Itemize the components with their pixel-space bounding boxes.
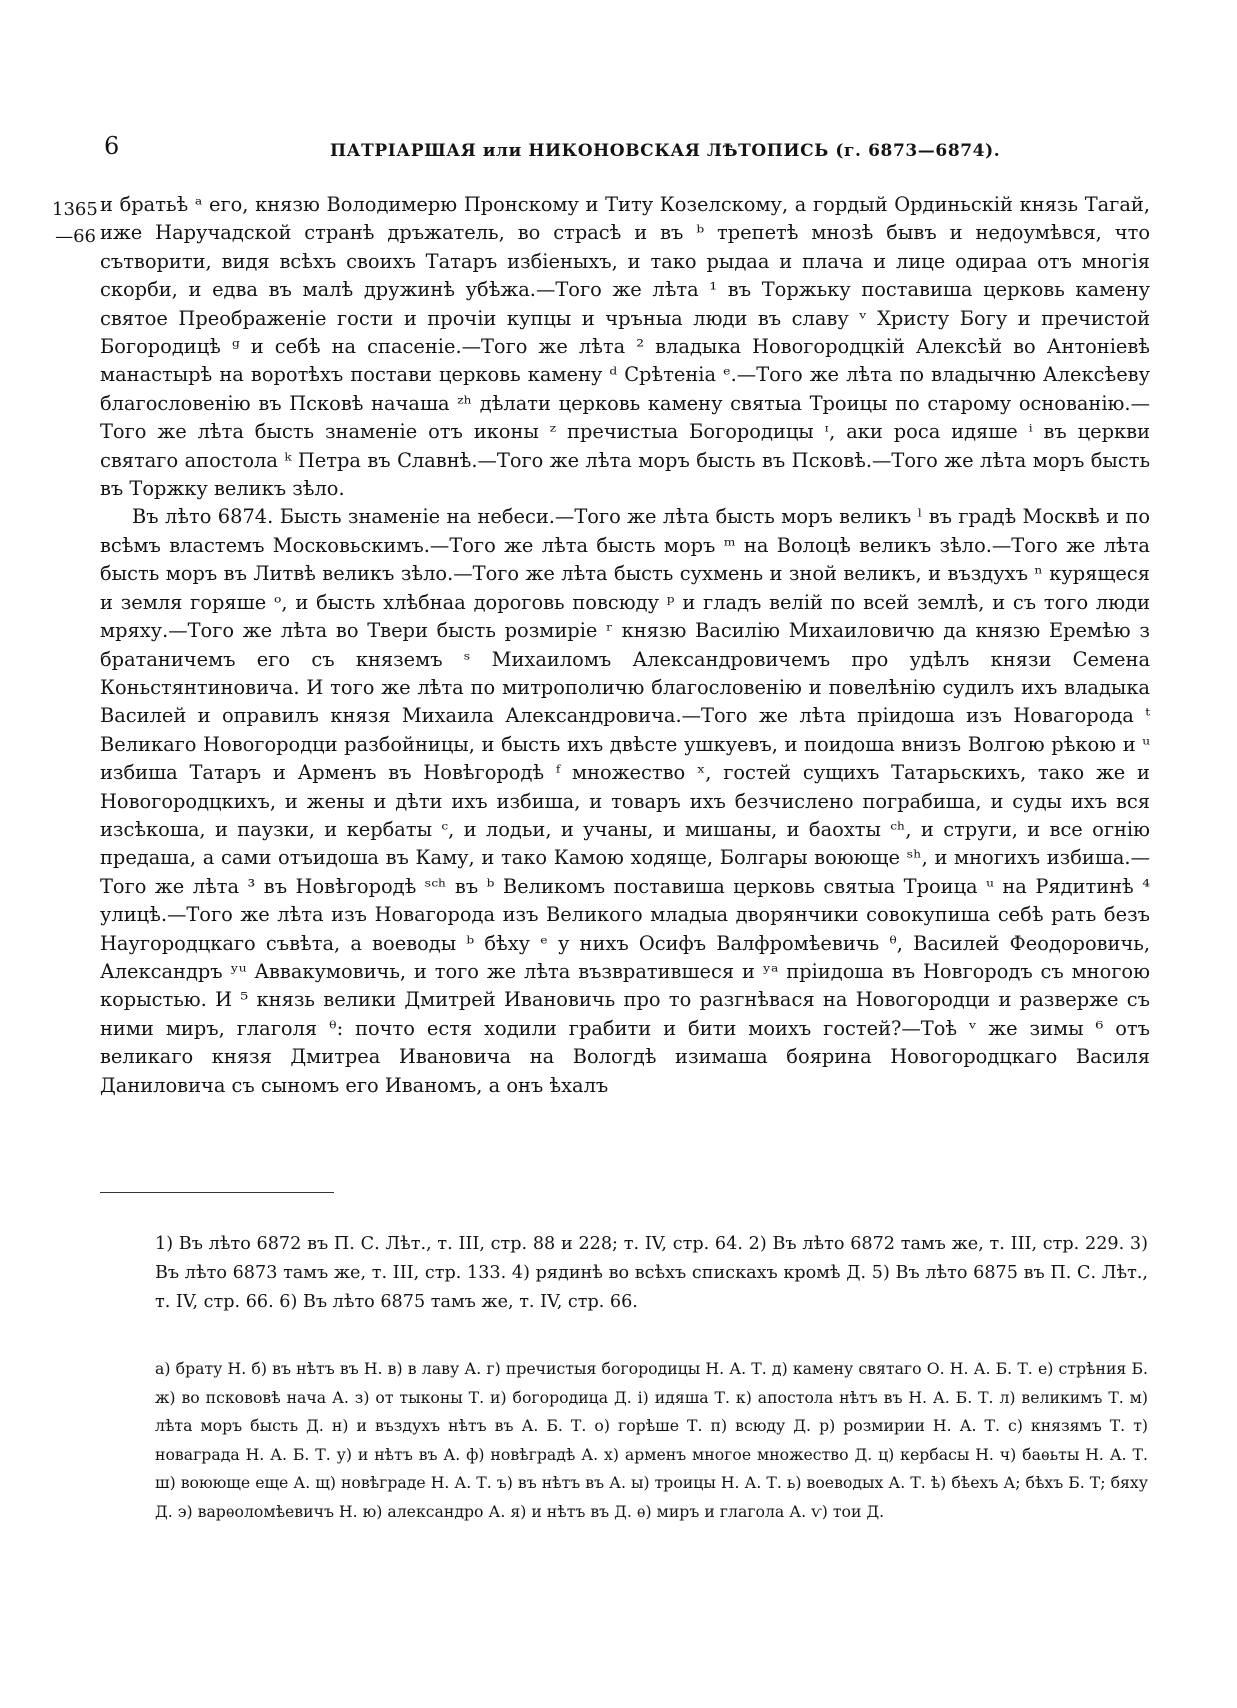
margin-year-range [52,196,96,250]
variant-readings [155,1355,1148,1527]
main-text [100,191,1150,1100]
variant-readings-text: а) брату Н. б) въ нѣтъ въ Н. в) в лаву А. г) пречистыя богородицы Н. А. Т. д) камену святаго О. Н. А. Б. Т. е) стрѣния Б. ж) во пскововѣ нача А. з) от тыконы Т. и) богородица Д. і) идяша Т. к) апостола нѣтъ въ Н. А. Б. Т. л) великимъ Т. м) лѣта моръ бысть Д. н) и въздухъ нѣтъ въ А. Б. Т. о) горѣше Т. п) всюду Д. р) розмирии Н. А. Т. с) князямъ Т. т) новаграда Н. А. Б. Т. у) и нѣтъ въ А. ф) новѣградѣ А. х) арменъ многое множество Д. ц) кербасы Н. ч) баѳьты Н. А. Т. ш) воююще еще А. щ) новѣграде Н. А. Т. ъ) въ нѣтъ въ А. ы) троицы Н. А. Т. ь) воеводых А. Т. ѣ) бѣехъ А; бѣхъ Б. Т; бяху Д. э) варѳоломѣевичъ Н. ю) александро А. я) и нѣтъ въ Д. ѳ) миръ и глагола А. ѵ) тои Д. [155,1359,1148,1521]
margin-year-bottom: —66 [55,226,96,247]
paragraph-2: Въ лѣто 6874. Бысть знаменіе на небеси.—Того же лѣта бысть моръ великъ ˡ въ градѣ Москвѣ и по всѣмъ властемъ Московьскимъ.—Того же лѣта бысть моръ ᵐ на Волоцѣ великъ зѣло.—Того же лѣта бысть моръ въ Литвѣ великъ зѣло.—Того же лѣта бысть сухмень и зной великъ, и въздухъ ⁿ курящеся и земля горяше ᵒ, и бысть хлѣбнаа дороговь повсюду ᵖ и гладъ велій по всей землѣ, и съ того люди мряху.—Того же лѣта во Твери бысть розмиріе ʳ князю Василію Михаиловичю да князю Еремѣю з братаничемъ его съ княземъ ˢ Михаиломъ Александровичемъ про удѣлъ князи Семена Коньстянтиновича. И того же лѣта по митрополичю благословенію и повелѣнію судилъ ихъ владыка Василей и оправилъ князя Михаила Александровича.—Того же лѣта пріидоша изъ Новагорода ᵗ Великаго Новогородци разбойницы, и бысть ихъ двѣсте ушкуевъ, и поидоша внизъ Волгою рѣкою и ᵘ избиша Татаръ и Арменъ въ Новѣгородѣ ᶠ множество ˣ, гостей сущихъ Татарьскихъ, тако же и Новогородцкихъ, и жены и дѣти ихъ избиша, и товаръ ихъ безчислено пограбиша, и суды ихъ вся изсѣкоша, и паузки, и кербаты ᶜ, и лодьи, и учаны, и мишаны, и баохты ᶜʰ, и струги, и все огнію предаша, а сами отъидоша въ Каму, и тако Камою ходяще, Болгары воююще ˢʰ, и многихъ избиша.—Того же лѣта ³ въ Новѣгородѣ ˢᶜʰ въ ᵇ Великомъ поставиша церковь святыа Троица ᵘ на Рядитинѣ ⁴ улицѣ.—Того же лѣта изъ Новагорода изъ Великого младыа дворянчики совокупиша себѣ рать безъ Наугородцкаго съвѣта, а воеводы ᵇ бѣху ᵉ у нихъ Осифъ Валфромѣевичь ᶿ, Василей Феодоровичь, Александръ ʸᵘ Аввакумовичь, и того же лѣта възвратившеся и ʸᵃ пріидоша въ Новгородъ съ многою корыстью. И ⁵ князь велики Дмитрей Ивановичь про то разгнѣвася на Новогородци и разверже съ ними миръ, глаголя ᶿ: почто естя ходили грабити и бити моихъ гостей?—Тоѣ ᵛ же зимы ⁶ отъ великаго князя Дмитреа Ивановича на Вологдѣ изимаша боярина Новогородцкаго Василя Даниловича съ сыномъ его Иваномъ, а онъ ѣхалъ [100,505,1150,1097]
margin-year-top: 1365 [52,199,98,220]
paragraph-1: и братьѣ ᵃ его, князю Володимерю Пронскому и Титу Козелскому, а гордый Ординьскій князь Тагай, иже Наручадской странѣ дръжатель, во страсѣ и въ ᵇ трепетѣ мнозѣ бывъ и недоумѣвся, что сътворити, видя всѣхъ своихъ Татаръ избіеныхъ, и тако рыдаа и плача и лице одираа отъ многія скорби, и едва въ малѣ дружинѣ убѣжа.—Того же лѣта ¹ въ Торжьку поставиша церковь камену святое Преображеніе гости и прочіи купцы и чръныа люди въ славу ᵛ Христу Богу и пречистой Богородицѣ ᵍ и себѣ на спасеніе.—Того же лѣта ² владыка Новогородцкій Алексѣй во Антоніевѣ манастырѣ на воротѣхъ постави церковь камену ᵈ Срѣтеніа ᵉ.—Того же лѣта по владычню Алексѣеву благословенію въ Псковѣ начаша ᶻʰ дѣлати церковь камену святыа Троицы по старому основанію.—Того же лѣта бысть знаменіе отъ иконы ᶻ пречистыа Богородицы ᶦ, аки роса идяше ⁱ въ церкви святаго апостола ᵏ Петра въ Славнѣ.—Того же лѣта моръ бысть въ Псковѣ.—Того же лѣта моръ бысть въ Торжку великъ зѣло. [100,193,1150,501]
page-number: 6 [104,132,120,160]
numbered-footnotes [155,1230,1148,1317]
numbered-footnotes-text: 1) Въ лѣто 6872 въ П. С. Лѣт., т. III, стр. 88 и 228; т. IV, стр. 64. 2) Въ лѣто 6872 тамъ же, т. III, стр. 229. 3) Въ лѣто 6873 тамъ же, т. III, стр. 133. 4) рядинѣ во всѣхъ спискахъ кромѣ Д. 5) Въ лѣто 6875 въ П. С. Лѣт., т. IV, стр. 66. 6) Въ лѣто 6875 тамъ же, т. IV, стр. 66. [155,1234,1148,1312]
running-head: ПАТРІАРШАЯ или НИКОНОВСКАЯ ЛѢТОПИСЬ (г. 6873—6874). [330,141,1001,161]
footnote-divider [100,1192,334,1193]
